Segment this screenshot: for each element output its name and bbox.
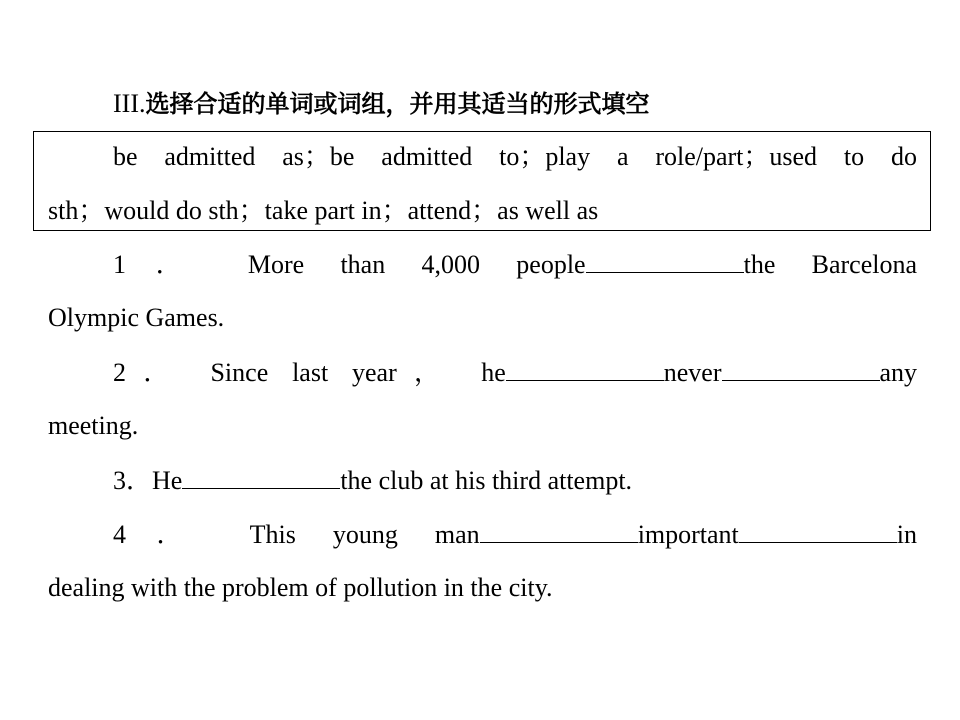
question-2-line-2: meeting.: [48, 411, 139, 440]
q2-word-last: last: [292, 358, 329, 387]
section-number: III.: [113, 89, 146, 118]
question-3-line-1: [113, 464, 917, 496]
q1-word-4000: 4,000: [421, 250, 480, 279]
q1-word-more: More: [247, 250, 305, 279]
question-1-line-1: [113, 248, 917, 280]
question-4-line-2: dealing with the problem of pollution in the city.: [48, 573, 553, 602]
answer-blank[interactable]: [586, 248, 744, 273]
q2-word-since: Since: [210, 358, 269, 387]
question-2-line-1: [113, 356, 917, 388]
answer-blank[interactable]: [722, 356, 880, 381]
q4-number: 4．: [113, 520, 214, 549]
q1-word-people-blank: people the: [516, 250, 776, 279]
q2-number: 2．: [113, 358, 187, 387]
section-title: [113, 86, 649, 122]
q1-word-than: than: [340, 250, 386, 279]
q3-number-he: 3．He: [113, 466, 183, 495]
answer-blank[interactable]: [739, 518, 897, 543]
answer-blank[interactable]: [480, 518, 638, 543]
answer-blank[interactable]: [506, 356, 664, 381]
q4-word-young: young: [332, 520, 398, 549]
q2-word-he-blank: he never any: [481, 358, 918, 387]
q2-word-year: year，: [352, 358, 458, 387]
section-instruction: 选择合适的单词或词组，并用其适当的形式填空: [145, 90, 650, 118]
word-bank-line-2: sth；would do sth；take part in；attend；as well as: [48, 196, 599, 225]
question-1-line-2: Olympic Games.: [48, 303, 225, 332]
q3-rest: the club at his third attempt.: [340, 466, 633, 495]
q4-word-man-blank: man important in: [434, 520, 918, 549]
question-4-line-1: [113, 518, 917, 550]
q1-word-barcelona: Barcelona: [811, 250, 918, 279]
word-bank-line-1: be admitted as；be admitted to；play a role/part；used to do: [113, 142, 917, 171]
answer-blank[interactable]: [182, 464, 340, 489]
q1-number: 1．: [113, 250, 212, 279]
q4-word-this: This: [249, 520, 296, 549]
